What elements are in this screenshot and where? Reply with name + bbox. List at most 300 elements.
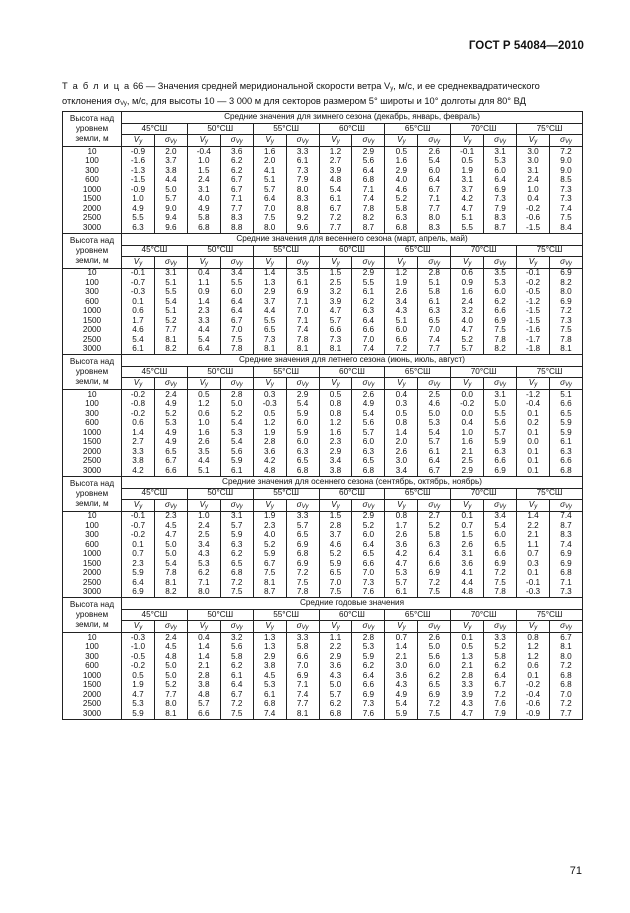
value-cell: 5.1 <box>451 214 484 224</box>
value-cell: 4.9 <box>122 204 155 214</box>
std-dev-header <box>154 499 187 511</box>
value-cell: 4.3 <box>187 550 220 560</box>
value-cell: 1.4 <box>385 643 418 653</box>
height-cell: 3000 <box>63 709 122 719</box>
value-cell: 6.1 <box>122 345 155 355</box>
value-cell: 5.8 <box>484 652 517 662</box>
value-cell: 7.1 <box>187 578 220 588</box>
height-cell: 100 <box>63 643 122 653</box>
section-title: Средние значения для зимнего сезона (декабрь, январь, февраль) <box>122 112 583 124</box>
symbol-sigma: σ <box>428 499 434 509</box>
value-cell: 3.9 <box>319 166 352 176</box>
value-cell: 6.4 <box>220 681 253 691</box>
value-cell: 6.6 <box>187 709 220 719</box>
value-cell: 7.5 <box>418 709 451 719</box>
latitude-header: 50°СШ <box>187 488 253 499</box>
value-cell: 6.8 <box>253 700 286 710</box>
table-row <box>63 278 583 288</box>
value-cell: 7.2 <box>484 690 517 700</box>
std-dev-header <box>220 621 253 633</box>
mean-speed-header <box>253 256 286 268</box>
value-cell: 8.8 <box>220 223 253 233</box>
value-cell: 5.7 <box>253 185 286 195</box>
value-cell: 9.2 <box>286 214 319 224</box>
value-cell: 0.9 <box>451 278 484 288</box>
symbol-sigma: σ <box>560 378 565 387</box>
value-cell: 7.9 <box>286 176 319 186</box>
latitude-header: 55°СШ <box>253 488 319 499</box>
value-cell: 5.0 <box>418 643 451 653</box>
table-row <box>63 643 583 653</box>
value-cell: 5.9 <box>220 457 253 467</box>
value-cell: 3.0 <box>517 147 550 157</box>
mean-speed-header <box>319 378 352 390</box>
value-cell: 2.8 <box>352 633 385 643</box>
height-cell: 300 <box>63 531 122 541</box>
symbol-sigma: σ <box>560 256 565 266</box>
value-cell: 7.7 <box>220 204 253 214</box>
value-cell: 6.5 <box>220 559 253 569</box>
value-cell: 0.8 <box>385 511 418 521</box>
value-cell: 6.7 <box>484 681 517 691</box>
caption-sub-1: y <box>390 86 394 92</box>
height-header-label: Высота над уровнем земли, м <box>69 600 115 629</box>
value-cell: 6.2 <box>187 569 220 579</box>
value-cell: 6.4 <box>484 176 517 186</box>
value-cell: 8.1 <box>253 345 286 355</box>
value-cell: 6.9 <box>122 588 155 598</box>
value-cell: 8.7 <box>549 521 582 531</box>
value-cell: 3.2 <box>319 288 352 298</box>
height-cell: 2500 <box>63 335 122 345</box>
symbol-v: V <box>528 621 535 630</box>
value-cell: 7.5 <box>220 588 253 598</box>
value-cell: 7.7 <box>418 345 451 355</box>
mean-speed-header <box>385 378 418 390</box>
value-cell: 6.6 <box>484 307 517 317</box>
symbol-v-sub: y <box>270 503 274 510</box>
latitude-header: 50°СШ <box>187 367 253 378</box>
symbol-sigma-sub: Vy <box>367 260 375 267</box>
value-cell: 1.2 <box>319 147 352 157</box>
table-row <box>63 681 583 691</box>
value-cell: 3.6 <box>253 447 286 457</box>
value-cell: 4.5 <box>154 521 187 531</box>
value-cell: 3.8 <box>154 166 187 176</box>
value-cell: 5.3 <box>253 681 286 691</box>
table-row <box>63 457 583 467</box>
section-title-row <box>63 233 583 245</box>
value-cell: 8.3 <box>220 214 253 224</box>
value-cell: 6.8 <box>385 223 418 233</box>
value-cell: 8.0 <box>253 223 286 233</box>
value-cell: 2.1 <box>451 447 484 457</box>
symbol-v-sub: y <box>205 382 209 388</box>
value-cell: 3.4 <box>385 466 418 476</box>
value-cell: 3.6 <box>385 671 418 681</box>
value-cell: 8.0 <box>549 288 582 298</box>
value-cell: 1.7 <box>122 316 155 326</box>
value-cell: 5.2 <box>319 550 352 560</box>
value-cell: 5.4 <box>154 297 187 307</box>
value-cell: 1.9 <box>385 278 418 288</box>
symbol-v: V <box>265 378 271 387</box>
value-cell: 1.1 <box>187 278 220 288</box>
page-number: 71 <box>569 865 582 877</box>
symbol-v: V <box>462 378 469 387</box>
std-dev-header <box>549 621 582 633</box>
symbol-sigma-sub: Vy <box>235 260 243 267</box>
value-cell: -0.2 <box>122 409 155 419</box>
symbol-sigma: σ <box>230 621 236 630</box>
value-cell: 7.3 <box>484 195 517 205</box>
std-dev-header <box>418 256 451 268</box>
value-cell: -1.0 <box>122 643 155 653</box>
value-cell: 0.1 <box>451 511 484 521</box>
value-cell: 1.6 <box>187 428 220 438</box>
value-cell: 1.2 <box>517 643 550 653</box>
std-dev-header <box>220 499 253 511</box>
section-title-row <box>63 476 583 488</box>
symbol-v: V <box>397 135 403 144</box>
value-cell: 5.8 <box>187 214 220 224</box>
value-cell: 3.9 <box>319 297 352 307</box>
value-cell: -1.5 <box>517 223 550 233</box>
value-cell: 6.6 <box>484 550 517 560</box>
value-cell: 5.6 <box>352 157 385 167</box>
height-cell: 600 <box>63 419 122 429</box>
table-row <box>63 195 583 205</box>
std-dev-header <box>154 256 187 268</box>
height-header <box>63 233 122 268</box>
value-cell: 5.9 <box>220 531 253 541</box>
value-cell: 4.2 <box>451 195 484 205</box>
value-cell: 8.1 <box>154 578 187 588</box>
value-cell: 5.2 <box>451 335 484 345</box>
value-cell: 6.2 <box>220 157 253 167</box>
value-cell: 5.3 <box>385 569 418 579</box>
value-cell: 8.2 <box>154 588 187 598</box>
symbol-v: V <box>265 621 271 630</box>
symbol-sigma-sub: Vy <box>301 139 309 145</box>
value-cell: 6.1 <box>352 288 385 298</box>
symbol-sigma: σ <box>560 621 565 630</box>
table-row <box>63 204 583 214</box>
value-cell: 6.9 <box>352 690 385 700</box>
value-cell: -0.9 <box>517 709 550 719</box>
caption-sub-2: Vy <box>120 101 127 107</box>
symbol-sigma-sub: Vy <box>433 382 441 388</box>
value-cell: 7.8 <box>352 204 385 214</box>
value-cell: 8.7 <box>484 223 517 233</box>
value-cell: 9.0 <box>549 157 582 167</box>
symbol-sigma: σ <box>428 135 434 144</box>
value-cell: 6.4 <box>187 345 220 355</box>
latitude-header: 45°СШ <box>122 367 188 378</box>
value-cell: 5.0 <box>418 409 451 419</box>
value-cell: 4.5 <box>154 643 187 653</box>
height-cell: 1000 <box>63 185 122 195</box>
value-cell: 2.6 <box>187 438 220 448</box>
value-cell: 2.6 <box>385 288 418 298</box>
value-cell: 5.3 <box>484 278 517 288</box>
table-row <box>63 438 583 448</box>
symbol-sigma-sub: Vy <box>499 503 507 510</box>
value-cell: 5.9 <box>286 409 319 419</box>
mean-speed-header <box>122 135 155 147</box>
value-cell: 1.5 <box>319 268 352 278</box>
value-cell: 6.8 <box>187 223 220 233</box>
value-cell: 8.1 <box>549 643 582 653</box>
value-cell: 7.5 <box>549 326 582 336</box>
value-cell: 8.7 <box>253 588 286 598</box>
latitude-header: 60°СШ <box>319 124 385 135</box>
std-dev-header <box>418 378 451 390</box>
symbol-v: V <box>133 135 140 144</box>
height-cell: 2000 <box>63 447 122 457</box>
value-cell: 4.9 <box>187 204 220 214</box>
value-cell: 2.5 <box>319 278 352 288</box>
value-cell: 3.3 <box>187 316 220 326</box>
value-cell: 8.0 <box>286 185 319 195</box>
value-cell: 1.5 <box>451 531 484 541</box>
value-cell: 4.7 <box>451 204 484 214</box>
value-cell: 4.6 <box>418 400 451 410</box>
symbol-v-sub: y <box>402 503 406 510</box>
value-cell: 7.3 <box>352 578 385 588</box>
value-cell: 6.9 <box>286 671 319 681</box>
std-dev-header <box>549 378 582 390</box>
value-cell: 2.9 <box>352 511 385 521</box>
height-cell: 100 <box>63 400 122 410</box>
height-cell: 2500 <box>63 700 122 710</box>
symbol-v: V <box>331 621 337 630</box>
height-cell: 100 <box>63 278 122 288</box>
value-cell: 6.7 <box>220 690 253 700</box>
height-cell: 10 <box>63 268 122 278</box>
symbol-v-sub: y <box>534 625 538 631</box>
value-cell: 6.9 <box>484 316 517 326</box>
value-cell: 0.4 <box>385 390 418 400</box>
value-cell: -1.6 <box>122 157 155 167</box>
value-cell: 6.8 <box>549 671 582 681</box>
value-cell: 3.3 <box>484 633 517 643</box>
value-cell: 5.9 <box>385 709 418 719</box>
value-cell: 2.6 <box>418 147 451 157</box>
value-cell: 7.2 <box>418 578 451 588</box>
symbol-sigma-sub: Vy <box>301 260 309 267</box>
symbol-sigma-sub: Vy <box>565 503 572 510</box>
std-dev-header <box>286 135 319 147</box>
value-cell: 4.4 <box>451 578 484 588</box>
value-cell: 7.0 <box>549 690 582 700</box>
value-cell: 1.1 <box>517 540 550 550</box>
symbol-sigma: σ <box>296 135 302 144</box>
table-row <box>63 147 583 157</box>
value-cell: 4.4 <box>154 176 187 186</box>
table-row <box>63 345 583 355</box>
mean-speed-header <box>451 621 484 633</box>
symbol-sigma: σ <box>362 499 368 509</box>
value-cell: 3.9 <box>451 690 484 700</box>
value-cell: 5.3 <box>484 157 517 167</box>
value-cell: 6.0 <box>286 438 319 448</box>
height-cell: 10 <box>63 390 122 400</box>
value-cell: 6.3 <box>352 447 385 457</box>
value-cell: 2.9 <box>352 268 385 278</box>
value-cell: 5.6 <box>220 447 253 457</box>
value-cell: 8.1 <box>253 578 286 588</box>
symbol-v-sub: y <box>336 625 340 631</box>
value-cell: 2.8 <box>451 671 484 681</box>
value-cell: 2.3 <box>154 511 187 521</box>
value-cell: 4.3 <box>385 307 418 317</box>
value-cell: 0.6 <box>187 409 220 419</box>
height-header-label: Высота над уровнем земли, м <box>69 235 115 265</box>
mean-speed-header <box>319 621 352 633</box>
value-cell: 1.0 <box>187 157 220 167</box>
value-cell: 3.6 <box>385 540 418 550</box>
value-cell: 3.0 <box>385 662 418 672</box>
value-cell: 3.8 <box>187 681 220 691</box>
symbol-sigma: σ <box>296 378 302 387</box>
std-dev-header <box>352 621 385 633</box>
value-cell: 3.1 <box>517 166 550 176</box>
value-cell: 8.1 <box>154 709 187 719</box>
value-cell: 3.7 <box>253 297 286 307</box>
symbol-sigma: σ <box>296 621 302 630</box>
value-cell: 0.3 <box>253 390 286 400</box>
value-cell: 6.5 <box>549 409 582 419</box>
symbol-v: V <box>331 378 337 387</box>
table-row <box>63 690 583 700</box>
value-cell: 3.6 <box>220 147 253 157</box>
value-cell: 0.7 <box>451 521 484 531</box>
symbol-v: V <box>462 621 469 630</box>
value-cell: 3.8 <box>319 466 352 476</box>
value-cell: 4.4 <box>187 457 220 467</box>
value-cell: 5.0 <box>484 400 517 410</box>
value-cell: -0.1 <box>122 268 155 278</box>
value-cell: 6.0 <box>385 326 418 336</box>
symbol-v-sub: y <box>534 139 538 145</box>
symbol-v-sub: y <box>205 625 209 631</box>
symbol-sigma: σ <box>494 256 500 266</box>
value-cell: 5.7 <box>187 700 220 710</box>
value-cell: 6.6 <box>286 652 319 662</box>
symbol-sigma: σ <box>494 621 500 630</box>
value-cell: -0.6 <box>517 214 550 224</box>
value-cell: 6.9 <box>549 268 582 278</box>
mean-speed-header <box>451 499 484 511</box>
value-cell: 3.7 <box>451 185 484 195</box>
symbol-sigma: σ <box>230 499 236 509</box>
symbol-sigma-sub: Vy <box>169 139 177 145</box>
value-cell: 5.8 <box>220 652 253 662</box>
value-cell: 6.4 <box>253 195 286 205</box>
table-row <box>63 297 583 307</box>
value-cell: -0.8 <box>122 400 155 410</box>
symbol-sigma: σ <box>164 256 170 266</box>
std-dev-header <box>352 378 385 390</box>
symbol-v: V <box>528 135 535 144</box>
value-cell: 2.3 <box>122 559 155 569</box>
symbol-v-sub: y <box>205 139 209 145</box>
value-cell: 7.5 <box>286 578 319 588</box>
height-header <box>63 112 122 147</box>
symbol-v: V <box>462 499 469 509</box>
value-cell: 7.4 <box>418 335 451 345</box>
value-cell: 4.8 <box>154 652 187 662</box>
value-cell: 7.4 <box>253 709 286 719</box>
value-cell: 3.8 <box>122 457 155 467</box>
symbol-sigma-sub: Vy <box>169 382 177 388</box>
value-cell: 0.5 <box>451 643 484 653</box>
std-dev-header <box>154 621 187 633</box>
value-cell: 6.7 <box>549 633 582 643</box>
value-cell: 5.8 <box>418 531 451 541</box>
value-cell: 1.3 <box>451 652 484 662</box>
symbol-sigma-sub: Vy <box>565 260 572 267</box>
value-cell: 0.5 <box>187 390 220 400</box>
height-cell: 2500 <box>63 457 122 467</box>
symbol-sigma: σ <box>428 378 434 387</box>
mean-speed-header <box>187 378 220 390</box>
table-row <box>63 540 583 550</box>
value-cell: 7.2 <box>418 700 451 710</box>
std-dev-header <box>484 378 517 390</box>
value-cell: 4.9 <box>154 428 187 438</box>
value-cell: 8.0 <box>187 588 220 598</box>
value-cell: 3.2 <box>220 633 253 643</box>
latitude-header: 65°СШ <box>385 610 451 621</box>
value-cell: 6.4 <box>418 176 451 186</box>
value-cell: -0.9 <box>122 185 155 195</box>
symbol-v-sub: y <box>139 625 143 631</box>
value-cell: 5.5 <box>154 288 187 298</box>
value-cell: -0.4 <box>187 147 220 157</box>
height-cell: 1500 <box>63 316 122 326</box>
value-cell: 8.3 <box>286 195 319 205</box>
value-cell: 3.6 <box>319 662 352 672</box>
symbol-sigma: σ <box>164 499 170 509</box>
value-cell: 6.8 <box>549 569 582 579</box>
value-cell: 5.7 <box>451 345 484 355</box>
table-row <box>63 447 583 457</box>
value-cell: 6.9 <box>549 559 582 569</box>
value-cell: 7.3 <box>286 166 319 176</box>
value-cell: 5.5 <box>253 316 286 326</box>
mean-speed-header <box>385 499 418 511</box>
table-caption <box>62 80 582 110</box>
symbol-v: V <box>397 256 403 266</box>
symbol-sigma-sub: Vy <box>499 382 507 388</box>
value-cell: 6.4 <box>352 671 385 681</box>
value-cell: 3.2 <box>451 307 484 317</box>
value-cell: 7.3 <box>549 185 582 195</box>
value-cell: 0.3 <box>517 559 550 569</box>
value-cell: -0.1 <box>451 147 484 157</box>
height-cell: 1500 <box>63 438 122 448</box>
latitude-header: 70°СШ <box>451 367 517 378</box>
latitude-header: 55°СШ <box>253 367 319 378</box>
value-cell: 6.5 <box>352 550 385 560</box>
value-cell: 5.2 <box>253 540 286 550</box>
height-header-label: Высота над уровнем земли, м <box>69 478 115 508</box>
value-cell: 1.0 <box>187 419 220 429</box>
height-header-label: Высота над уровнем земли, м <box>69 357 115 386</box>
value-cell: 5.4 <box>418 428 451 438</box>
